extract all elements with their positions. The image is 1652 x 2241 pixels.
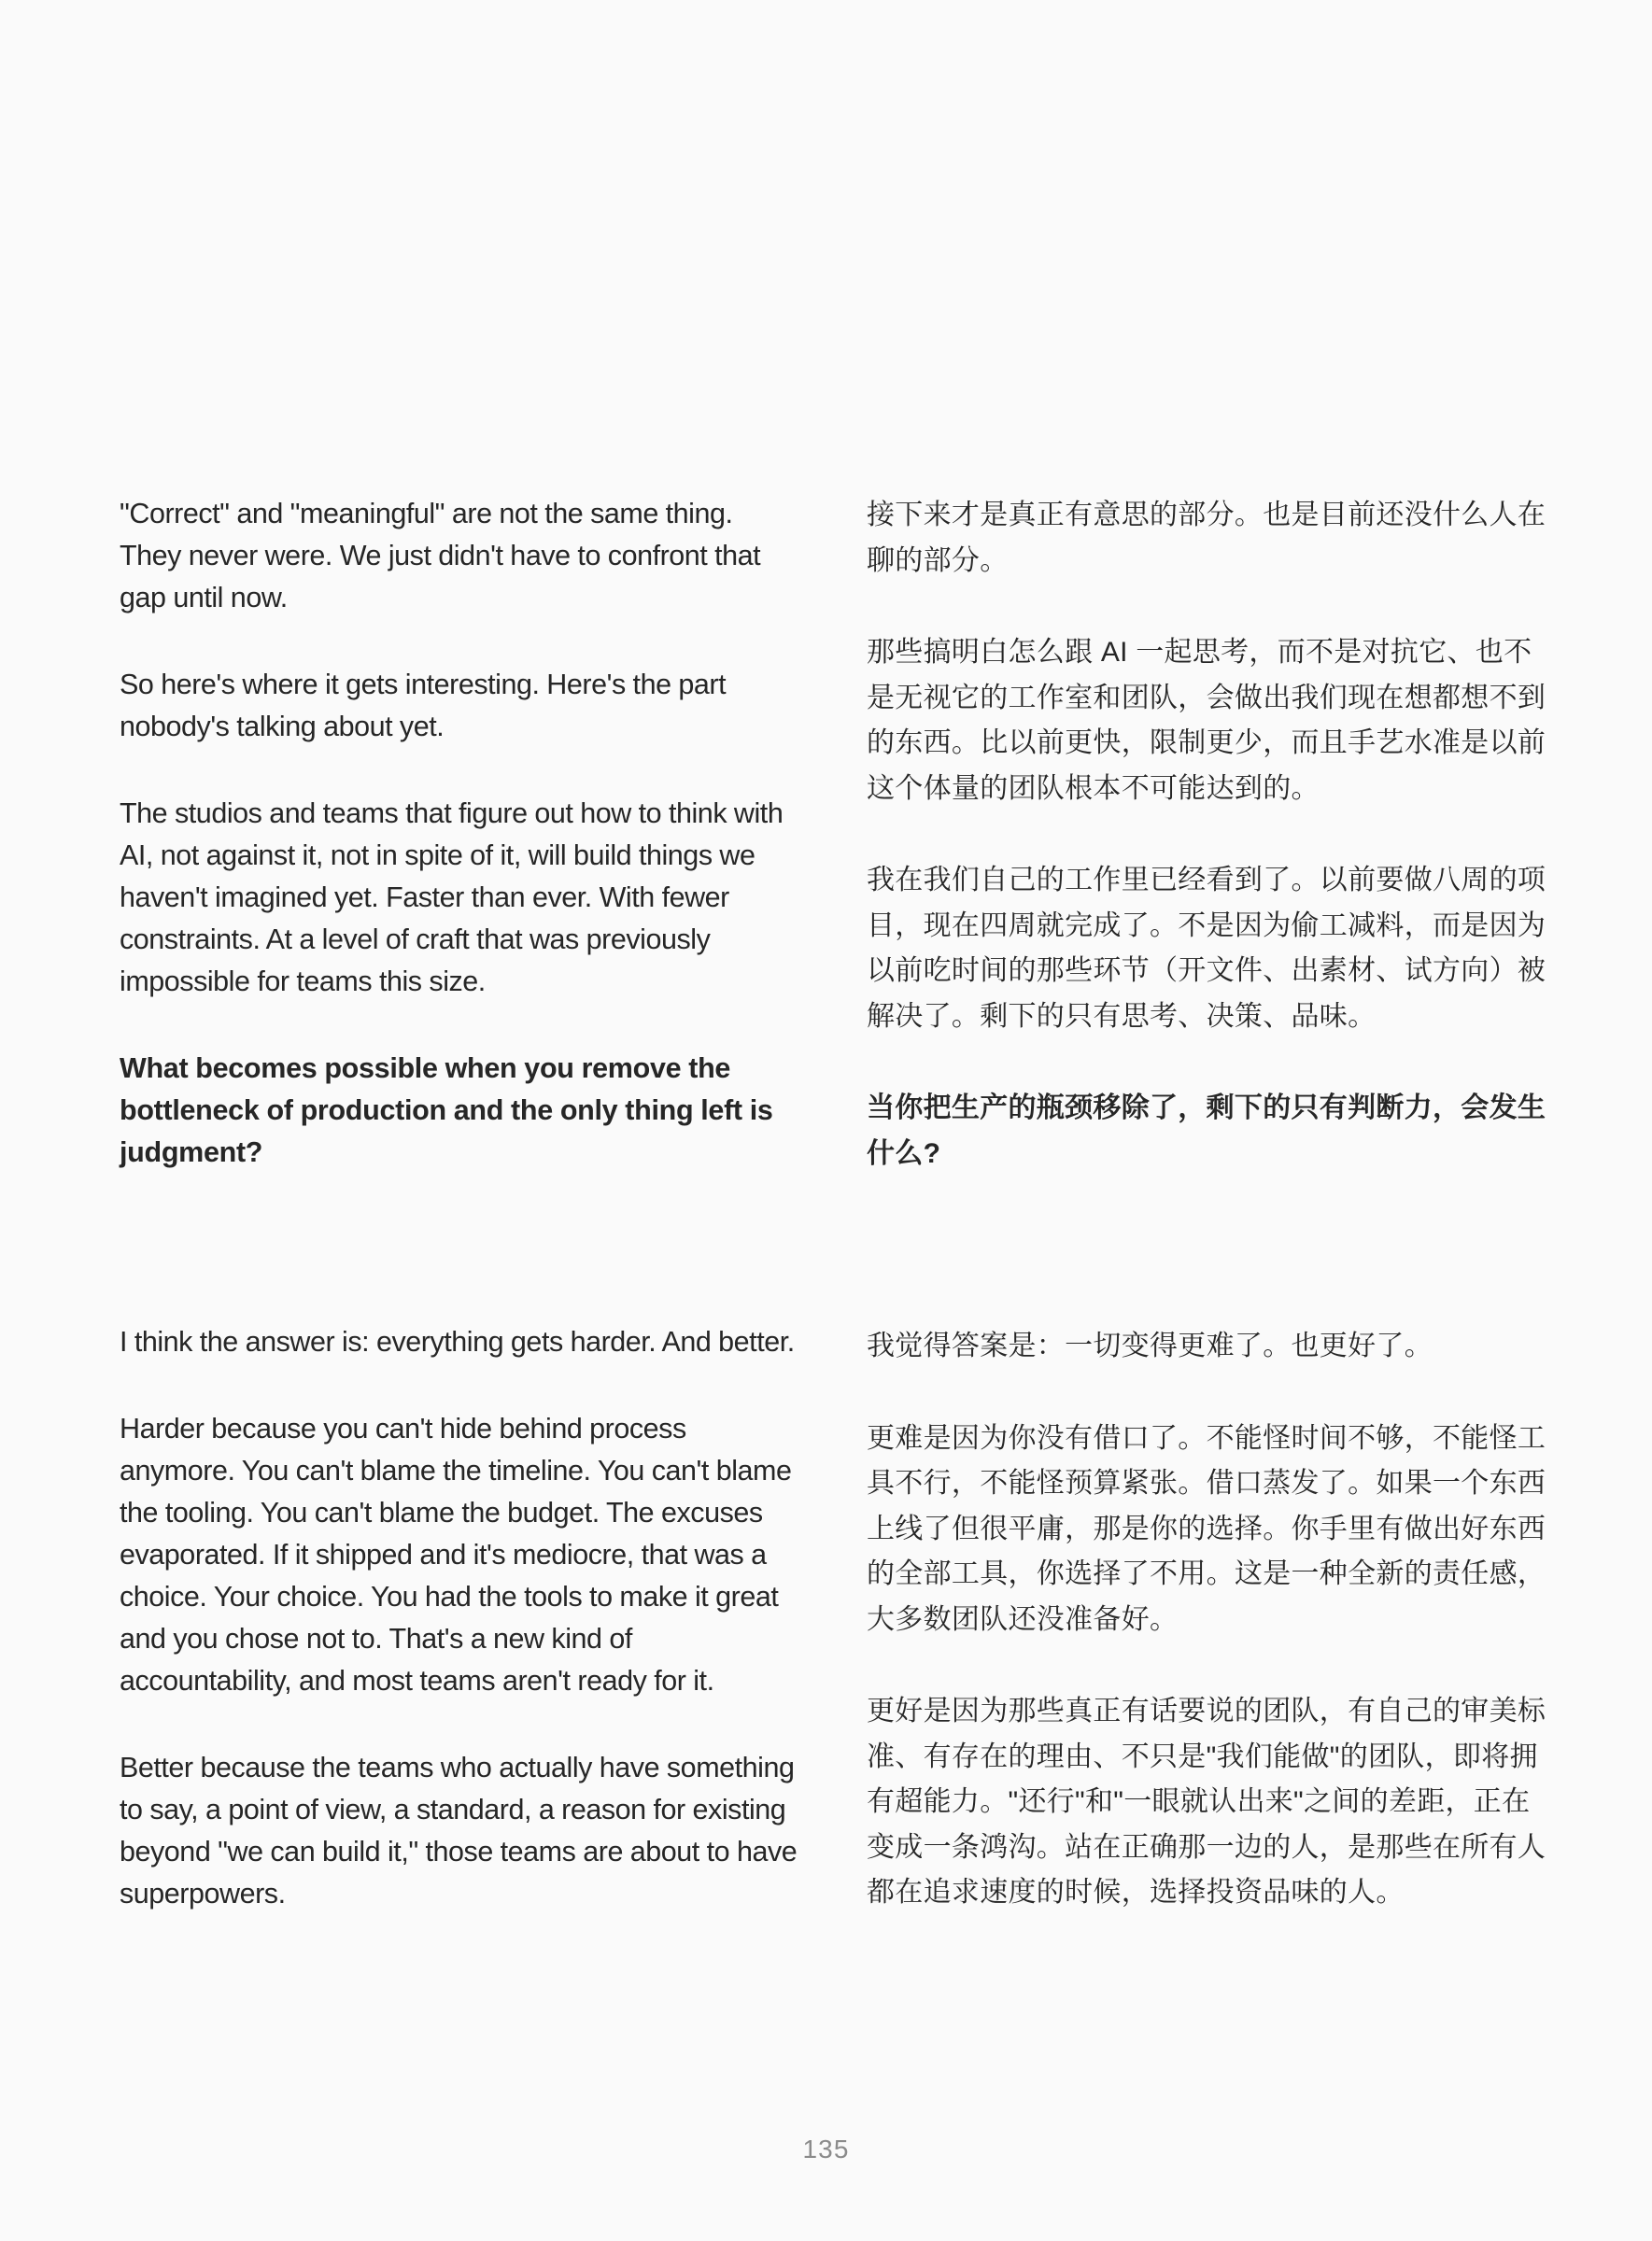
paragraph: Harder because you can't hide behind process anymore. You can't blame the timeline. You can't blame the tooling. You can't blame the budget. The excuses evaporated. If it shipped and it's mediocre, that was a choice. Your choice. You had the tools to make it great and you chose not to. That's a new kind of accountability, and most teams aren't ready for it. bbox=[120, 1413, 792, 1697]
page-content bbox=[120, 493, 1550, 1963]
paragraph: 更难是因为你没有借口了。不能怪时间不够，不能怪工具不行，不能怪预算紧张。借口蒸发了。如果一个东西上线了但很平庸，那是你的选择。你手里有做出好东西的全部工具，你选择了不用。这是一种全新的责任感，大多数团队还没准备好。 bbox=[867, 1422, 1546, 1635]
chinese-block-b bbox=[867, 1324, 1550, 1916]
paragraph: 接下来才是真正有意思的部分。也是目前还没什么人在聊的部分。 bbox=[867, 500, 1546, 576]
chinese-block-a bbox=[867, 493, 1550, 1177]
english-block-b bbox=[120, 1321, 798, 1915]
paragraph: 更好是因为那些真正有话要说的团队，有自己的审美标准、有存在的理由、不只是"我们能做"的团队，即将拥有超能力。"还行"和"一眼就认出来"之间的差距，正在变成一条鸿沟。站在正确那一边的人，是那些在所有人都在追求速度的时候，选择投资品味的人。 bbox=[867, 1696, 1546, 1908]
paragraph: The studios and teams that figure out how to think with AI, not against it, not in spite of it, will build things we haven't imagined yet. Faster than ever. With fewer constraints. At a level of craft that was previously impossible for teams this size. bbox=[120, 797, 784, 997]
paragraph: 我觉得答案是：一切变得更难了。也更好了。 bbox=[867, 1331, 1433, 1361]
paragraph: 那些搞明白怎么跟 AI 一起思考，而不是对抗它、也不是无视它的工作室和团队，会做出我们现在想都想不到的东西。比以前更快，限制更少，而且手艺水准是以前这个体量的团队根本不可能达到的。 bbox=[867, 637, 1546, 804]
paragraph: "Correct" and "meaningful" are not the same thing. They never were. We just didn't have to confront that gap until now. bbox=[120, 498, 761, 613]
pull-question-chinese: 当你把生产的瓶颈移除了，剩下的只有判断力，会发生什么? bbox=[867, 1092, 1546, 1169]
paragraph: 我在我们自己的工作里已经看到了。以前要做八周的项目，现在四周就完成了。不是因为偷工减料，而是因为以前吃时间的那些环节（开文件、出素材、试方向）被解决了。剩下的只有思考、决策、品味。 bbox=[867, 865, 1546, 1032]
paragraph: I think the answer is: everything gets harder. And better. bbox=[120, 1326, 795, 1358]
pull-question-english: What becomes possible when you remove the bottleneck of production and the only thing left is judgment? bbox=[120, 1052, 773, 1168]
chinese-column bbox=[867, 493, 1550, 1963]
paragraph: Better because the teams who actually have something to say, a point of view, a standard, a reason for existing beyond "we can build it," those teams are about to have superpowers. bbox=[120, 1752, 798, 1910]
paragraph: So here's where it gets interesting. Here's the part nobody's talking about yet. bbox=[120, 669, 727, 742]
english-column bbox=[120, 493, 798, 1915]
english-block-a bbox=[120, 493, 798, 1174]
page-number: 135 bbox=[802, 2135, 850, 2163]
